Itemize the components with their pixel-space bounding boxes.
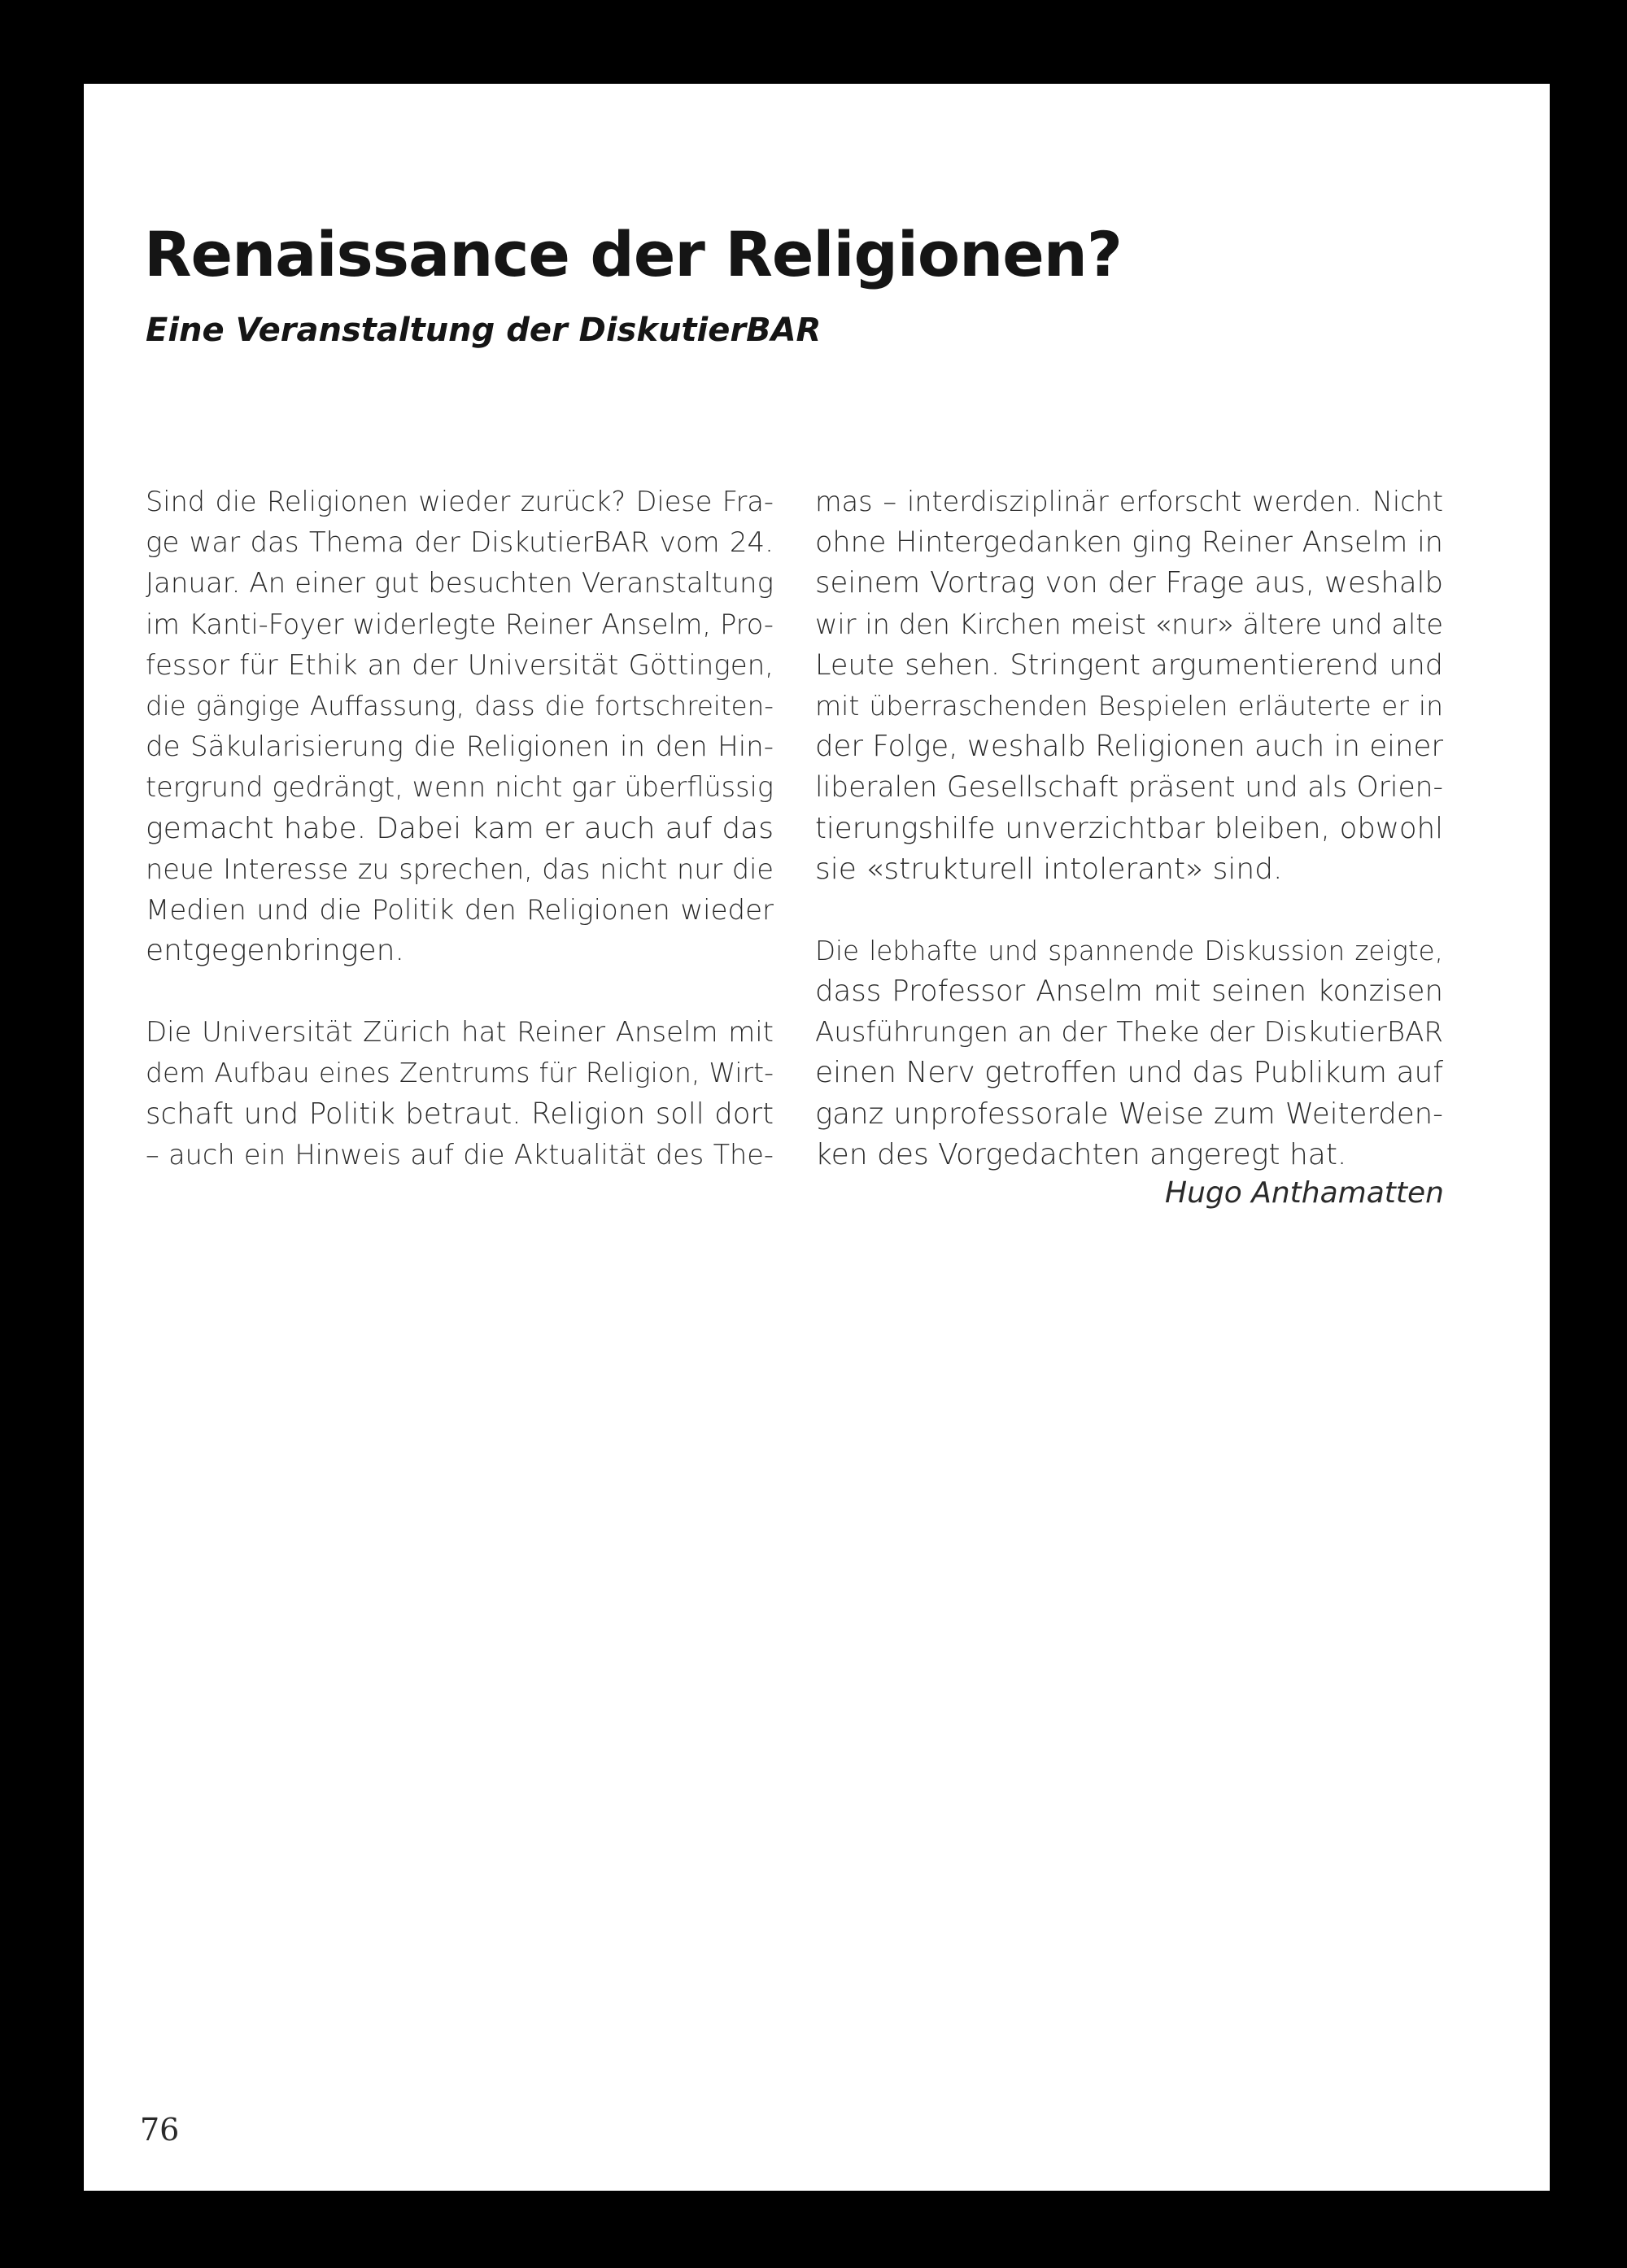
text-line: dass Professor Anselm mit seinen konzisen bbox=[815, 975, 1443, 1009]
text-line: wir in den Kirchen meist «nur» ältere und alte bbox=[815, 608, 1443, 640]
text-line: ken des Vorgedachten angeregt hat. bbox=[815, 1137, 1347, 1171]
left-paragraph-2 bbox=[146, 1012, 774, 1175]
text-line: ganz unprofessorale Weise zum Weiterden- bbox=[815, 1097, 1443, 1131]
text-line: einen Nerv getroffen und das Publikum auf bbox=[815, 1056, 1443, 1090]
text-line: der Folge, weshalb Religionen auch in einer bbox=[815, 730, 1443, 764]
text-line: Leute sehen. Stringent argumentierend und bbox=[815, 648, 1443, 682]
document-page bbox=[84, 84, 1550, 2191]
text-line: ohne Hintergedanken ging Reiner Anselm in bbox=[815, 526, 1443, 560]
page-number: 76 bbox=[140, 2112, 180, 2148]
text-line: im Kanti-Foyer widerlegte Reiner Anselm, Pro- bbox=[146, 608, 774, 640]
text-line: Sind die Religionen wieder zurück? Diese Fra- bbox=[146, 486, 774, 517]
paragraph-gap bbox=[815, 890, 1443, 931]
text-line: mit überraschenden Bespielen erläuterte er in bbox=[815, 689, 1443, 722]
text-line: de Säkularisierung die Religionen in den Hin- bbox=[146, 731, 774, 764]
text-line: seinem Vortrag von der Frage aus, weshalb bbox=[815, 566, 1443, 600]
text-line: sie «strukturell intolerant» sind. bbox=[815, 852, 1283, 886]
article-title: Renaissance der Religionen? bbox=[144, 218, 1122, 290]
text-line: Ausführungen an der Theke der DiskutierBAR bbox=[815, 1016, 1443, 1049]
text-line: schaft und Politik betraut. Religion soll dort bbox=[146, 1097, 774, 1131]
text-line: mas – interdisziplinär erforscht werden. Nicht bbox=[815, 486, 1443, 517]
text-line: neue Interesse zu sprechen, das nicht nur die bbox=[146, 853, 774, 885]
article-subtitle: Eine Veranstaltung der DiskutierBAR bbox=[146, 312, 822, 349]
paragraph-gap bbox=[146, 971, 774, 1012]
text-line: ge war das Thema der DiskutierBAR vom 24. bbox=[146, 526, 774, 560]
text-line: gemacht habe. Dabei kam er auch auf das bbox=[146, 811, 774, 845]
author-signature: Hugo Anthamatten bbox=[1165, 1176, 1444, 1210]
text-line: die gängige Auffassung, dass die fortschreiten- bbox=[146, 690, 774, 722]
text-line: dem Aufbau eines Zentrums für Religion, Wirt- bbox=[146, 1057, 774, 1089]
text-line: tierungshilfe unverzichtbar bleiben, obwohl bbox=[815, 811, 1443, 845]
left-column bbox=[146, 482, 774, 1175]
left-paragraph-1 bbox=[146, 482, 774, 971]
text-line: liberalen Gesellschaft präsent und als Orien- bbox=[815, 771, 1443, 805]
text-line: – auch ein Hinweis auf die Aktualität des The- bbox=[146, 1138, 774, 1171]
text-line: Die lebhafte und spannende Diskussion zeigte, bbox=[815, 935, 1443, 966]
text-line: Die Universität Zürich hat Reiner Anselm mit bbox=[146, 1016, 774, 1049]
text-line: tergrund gedrängt, wenn nicht gar überflüssig bbox=[146, 771, 774, 804]
text-line: Medien und die Politik den Religionen wieder bbox=[146, 893, 774, 927]
text-line: entgegenbringen. bbox=[146, 934, 404, 968]
text-line: Januar. An einer gut besuchten Veranstaltung bbox=[146, 567, 774, 600]
right-column bbox=[815, 482, 1443, 1175]
right-paragraph-2 bbox=[815, 931, 1443, 1175]
text-line: fessor für Ethik an der Universität Göttingen, bbox=[146, 648, 774, 682]
right-paragraph-1 bbox=[815, 482, 1443, 890]
